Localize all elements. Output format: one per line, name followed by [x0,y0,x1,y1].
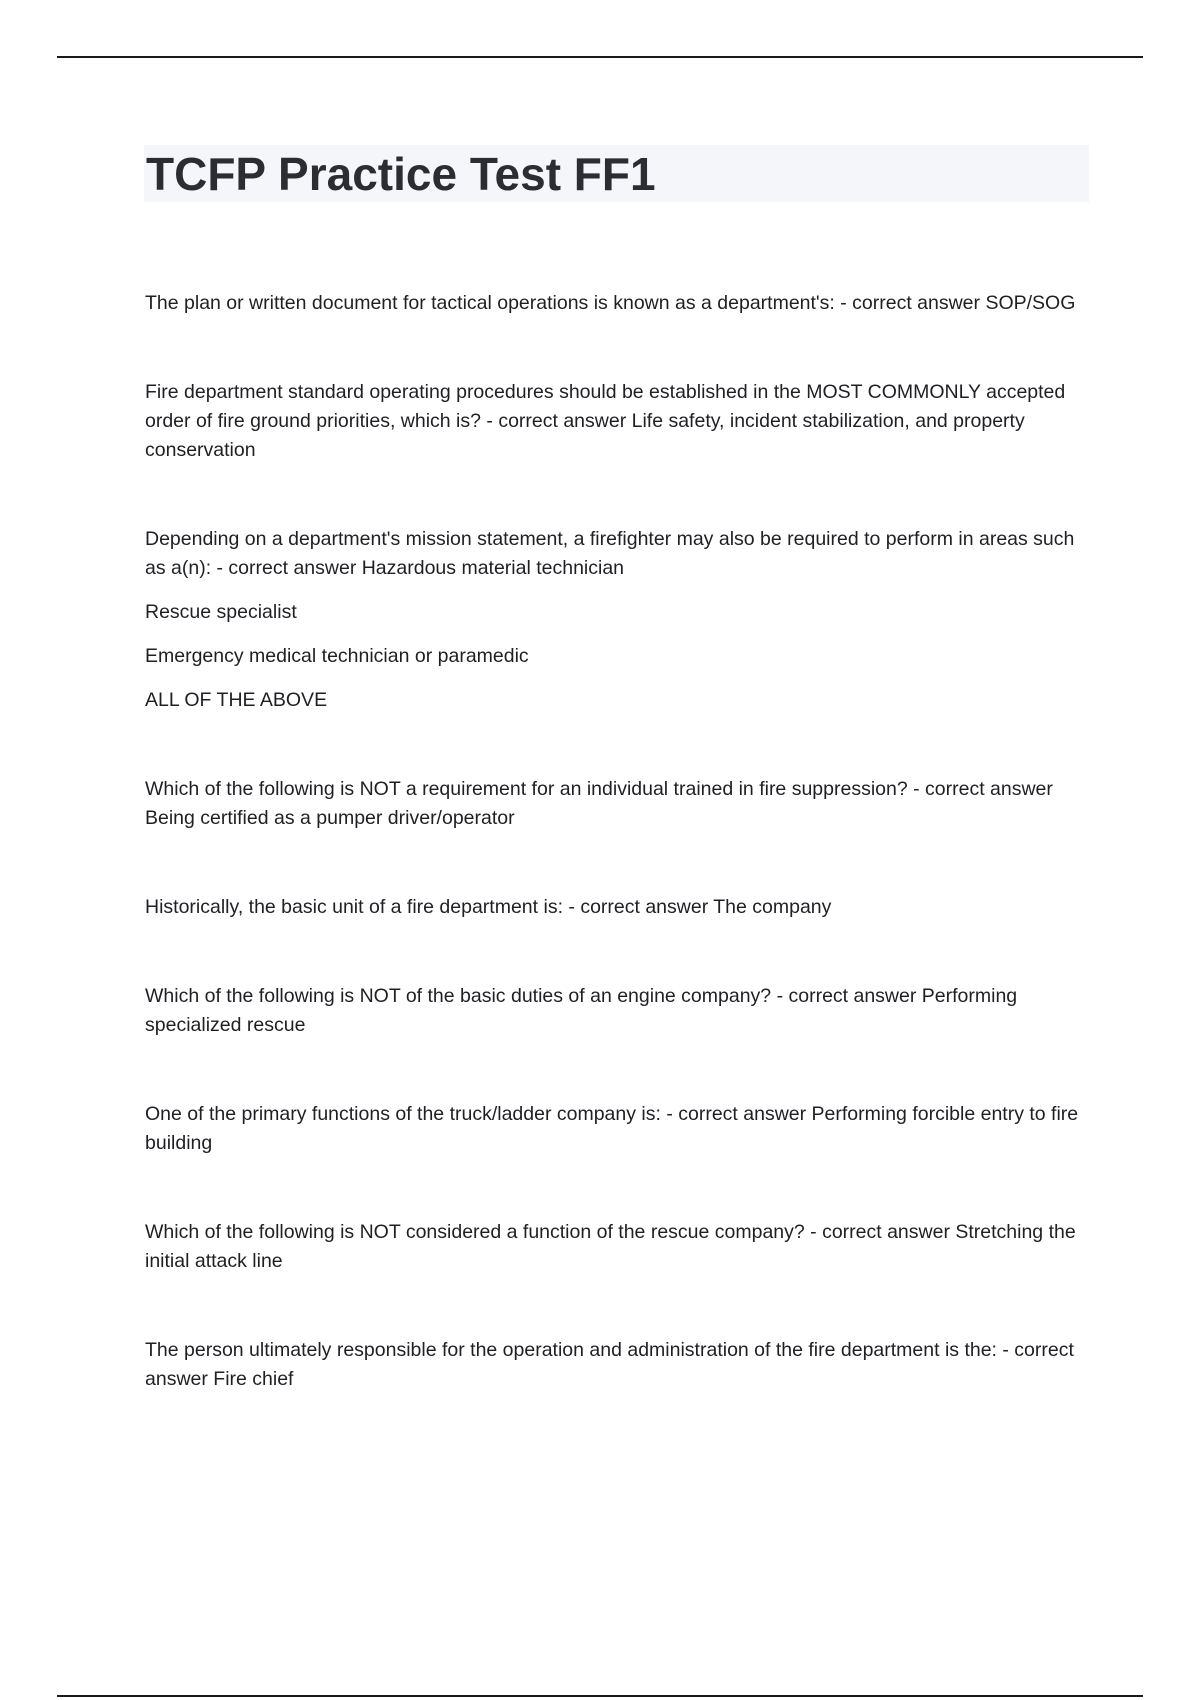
question-item [145,289,1090,318]
question-text: Which of the following is NOT of the basic duties of an engine company? - correct answer Performing specialized rescue [145,985,1018,1036]
question-item [145,1100,1090,1158]
question-text: Historically, the basic unit of a fire department is: - correct answer The company [145,896,832,918]
question-text: Which of the following is NOT a requirement for an individual trained in fire suppression? - correct answer Being certified as a pumper driver/operator [145,778,1053,829]
question-text: Depending on a department's mission statement, a firefighter may also be required to perform in areas such as a(n): - correct answer Hazardous material technician [145,528,1075,579]
question-item [145,775,1090,833]
document-title: TCFP Practice Test FF1 [146,148,656,200]
question-item [145,893,1090,922]
question-text: The person ultimately responsible for the operation and administration of the fire department is the: - correct answer Fire chief [145,1339,1074,1390]
question-item [145,378,1090,465]
question-text: Fire department standard operating procedures should be established in the MOST COMMONLY accepted order of fire ground priorities, which is? - correct answer Life safety, incident stabilization, and property conservation [145,381,1066,461]
answer-line: Emergency medical technician or paramedic [145,645,529,667]
question-item [145,982,1090,1040]
question-text: Which of the following is NOT considered a function of the rescue company? - correct answer Stretching the initial attack line [145,1221,1076,1272]
top-rule [57,56,1143,58]
question-item [145,1218,1090,1276]
question-list [145,289,1090,1454]
question-text: The plan or written document for tactical operations is known as a department's: - correct answer SOP/SOG [145,292,1076,314]
answer-line: Rescue specialist [145,601,297,623]
bottom-rule [57,1695,1143,1697]
question-item [145,525,1090,715]
question-text: One of the primary functions of the truck/ladder company is: - correct answer Performing forcible entry to fire building [145,1103,1079,1154]
answer-line: ALL OF THE ABOVE [145,689,328,711]
question-item [145,1336,1090,1394]
